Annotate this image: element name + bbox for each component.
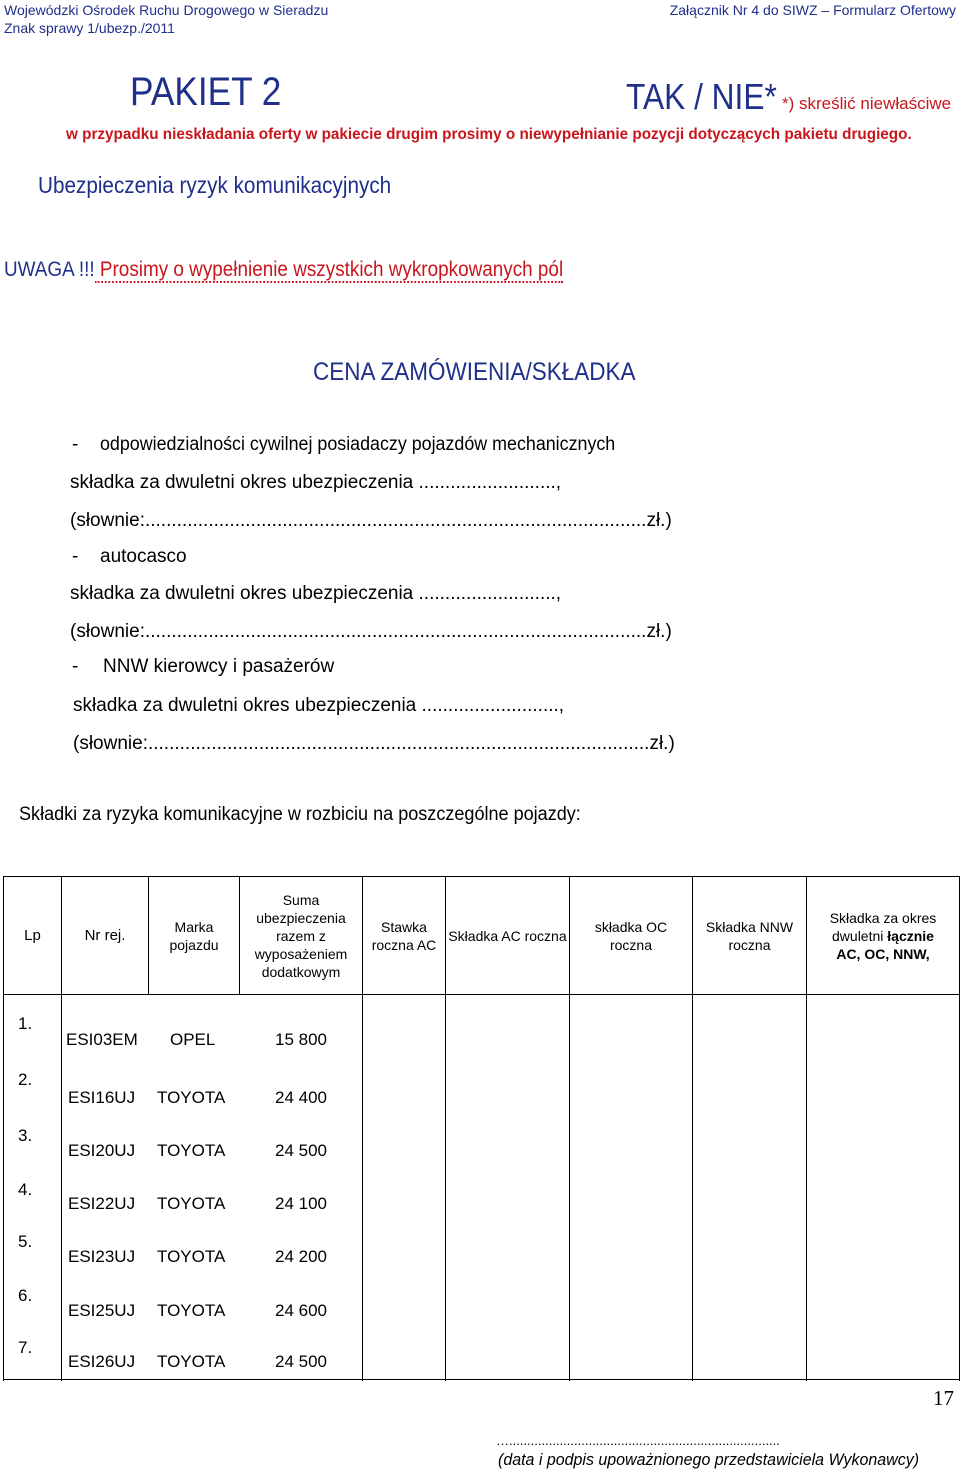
row-make: TOYOTA — [157, 1088, 226, 1107]
row-lp: 3. — [18, 1126, 33, 1145]
total-cell[interactable] — [807, 995, 960, 1381]
table-header-row — [4, 877, 960, 995]
row-make: TOYOTA — [157, 1352, 226, 1371]
breakdown-heading: Składki za ryzyka komunikacyjne w rozbiciu na poszczególne pojazdy: — [19, 804, 581, 825]
rate-ac-cell[interactable] — [363, 995, 446, 1381]
lp-cell — [4, 995, 62, 1381]
premium-ac-cell[interactable] — [446, 995, 570, 1381]
warning-label: UWAGA !!! — [4, 258, 95, 281]
item-dash: - — [72, 434, 79, 455]
premium-nnw-cell[interactable] — [693, 995, 807, 1381]
col-header-sum: Suma ubezpieczenia razem z wyposażeniem dodatkowym — [240, 877, 363, 995]
col-header-rate-ac: Stawka roczna AC — [363, 877, 446, 995]
row-make: TOYOTA — [157, 1247, 226, 1266]
row-lp: 6. — [18, 1286, 33, 1305]
yes-no-label: TAK / NIE* — [626, 76, 777, 117]
row-reg: ESI16UJ — [68, 1088, 136, 1107]
row-make: TOYOTA — [157, 1301, 226, 1320]
col-header-total-risks: AC, OC, NNW, — [836, 945, 930, 962]
row-sum: 24 400 — [275, 1088, 327, 1107]
row-sum: 15 800 — [275, 1030, 327, 1049]
row-sum: 24 600 — [275, 1301, 327, 1320]
item-oc-title: odpowiedzialności cywilnej posiadaczy pojazdów mechanicznych — [100, 434, 616, 455]
col-header-premium-oc: składka OC roczna — [570, 877, 693, 995]
row-sum: 24 200 — [275, 1247, 327, 1266]
item-nnw-words: (słownie:...............................................................................................zł.) — [73, 733, 675, 754]
col-header-lp: Lp — [4, 877, 62, 995]
page-number: 17 — [933, 1386, 954, 1410]
item-oc-premium: składka za dwuletni okres ubezpieczenia .........................., — [70, 472, 562, 493]
row-make: TOYOTA — [157, 1194, 226, 1213]
row-reg: ESI25UJ — [68, 1301, 136, 1320]
row-make: OPEL — [170, 1030, 216, 1049]
table-bottom-border — [3, 1379, 959, 1380]
strike-out-note: *) skreślić niewłaściwe — [782, 94, 952, 113]
signature-dots: …........................................................................... — [496, 1433, 780, 1448]
row-lp: 7. — [18, 1338, 33, 1357]
item-oc-words: (słownie:...............................................................................................zł.) — [70, 510, 672, 531]
row-reg: ESI20UJ — [68, 1141, 136, 1160]
table-body-row — [4, 995, 960, 1381]
row-reg: ESI03EM — [66, 1030, 138, 1049]
row-lp: 1. — [18, 1014, 33, 1033]
row-sum: 24 500 — [275, 1141, 327, 1160]
item-dash: - — [72, 656, 79, 677]
package-instruction: w przypadku nieskładania oferty w pakiecie drugim prosimy o niewypełnianie pozycji dotyczących pakietu drugiego. — [66, 126, 912, 143]
signature-caption: (data i podpis upoważnionego przedstawiciela Wykonawcy) — [498, 1450, 920, 1469]
item-ac-words: (słownie:...............................................................................................zł.) — [70, 621, 672, 642]
col-header-reg: Nr rej. — [62, 877, 149, 995]
vehicle-cell — [62, 995, 363, 1381]
item-dash: - — [72, 546, 79, 567]
row-reg: ESI26UJ — [68, 1352, 136, 1371]
row-lp: 5. — [18, 1232, 33, 1251]
row-lp: 4. — [18, 1180, 33, 1199]
header-institution: Wojewódzki Ośrodek Ruchu Drogowego w Sieradzu — [4, 2, 329, 18]
section-title: Ubezpieczenia ryzyk komunikacyjnych — [38, 172, 392, 198]
header-case-number: Znak sprawy 1/ubezp./2011 — [4, 20, 175, 36]
col-header-total-label: Składka za okres dwuletni — [829, 909, 937, 944]
item-ac-title: autocasco — [100, 546, 187, 567]
row-reg: ESI22UJ — [68, 1194, 136, 1213]
package-title: PAKIET 2 — [130, 70, 282, 114]
warning — [4, 258, 563, 282]
warning-text: Prosimy o wypełnienie wszystkich wykropkowanych pól — [94, 258, 564, 281]
item-nnw-premium: składka za dwuletni okres ubezpieczenia .........................., — [73, 695, 565, 716]
col-header-make: Marka pojazdu — [149, 877, 240, 995]
row-reg: ESI23UJ — [68, 1247, 136, 1266]
premium-oc-cell[interactable] — [570, 995, 693, 1381]
row-make: TOYOTA — [157, 1141, 226, 1160]
row-lp: 2. — [18, 1070, 33, 1089]
price-heading: CENA ZAMÓWIENIA/SKŁADKA — [313, 358, 636, 386]
col-header-total-bold: łącznie — [887, 927, 934, 944]
row-sum: 24 500 — [275, 1352, 327, 1371]
item-nnw-title: NNW kierowcy i pasażerów — [103, 656, 335, 677]
col-header-total — [807, 877, 960, 995]
col-header-premium-nnw: Składka NNW roczna — [693, 877, 807, 995]
col-header-premium-ac: Składka AC roczna — [446, 877, 570, 995]
row-sum: 24 100 — [275, 1194, 327, 1213]
header-attachment: Załącznik Nr 4 do SIWZ – Formularz Ofertowy — [669, 2, 956, 18]
item-ac-premium: składka za dwuletni okres ubezpieczenia .........................., — [70, 583, 562, 604]
vehicles-table — [3, 876, 960, 1381]
